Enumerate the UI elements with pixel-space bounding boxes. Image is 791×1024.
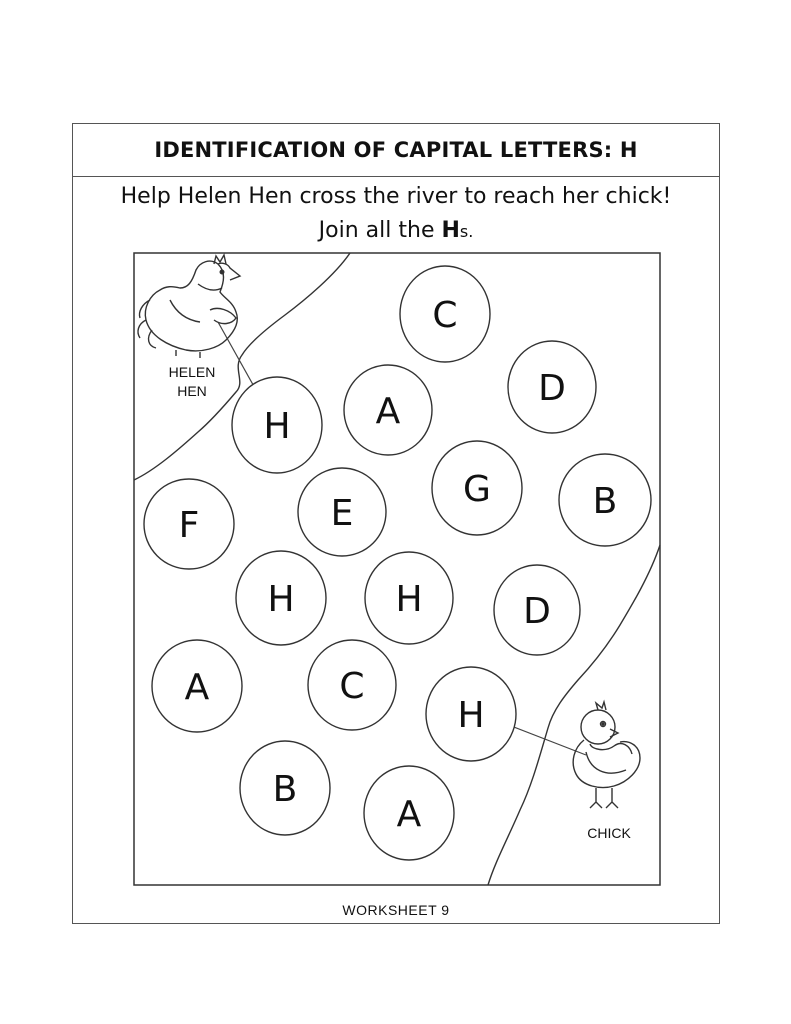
bubble-letter: A [396, 794, 422, 835]
letter-bubble[interactable] [144, 479, 234, 569]
bubble-letter: H [457, 695, 485, 736]
letter-bubble[interactable] [364, 766, 454, 860]
bubble-letter: B [272, 769, 298, 810]
letter-bubble[interactable] [298, 468, 386, 556]
hen-label-line1: HELEN [168, 364, 216, 380]
letter-bubble[interactable] [344, 365, 432, 455]
bubble-letter: H [395, 579, 423, 620]
letter-bubble[interactable] [508, 341, 596, 433]
chick-icon [573, 702, 640, 808]
letter-bubble[interactable] [308, 640, 396, 730]
bubble-letter: D [523, 591, 551, 632]
letter-bubble[interactable] [152, 640, 242, 732]
bubble-letter: A [184, 667, 210, 708]
bubble-letter: D [538, 368, 566, 409]
hen-label-line2: HEN [177, 383, 207, 399]
bubble-letter: E [330, 493, 354, 534]
letter-bubble[interactable] [559, 454, 651, 546]
letter-bubble[interactable] [426, 667, 516, 761]
worksheet-title: IDENTIFICATION OF CAPITAL LETTERS: H [73, 124, 719, 177]
bubble-letter: H [267, 579, 295, 620]
letter-bubble[interactable] [365, 552, 453, 644]
instruction-suffix: s. [459, 222, 474, 241]
bubble-letter: C [432, 295, 458, 336]
instruction-line-1: Help Helen Hen cross the river to reach her chick! [120, 184, 672, 209]
bubble-letter: B [592, 481, 618, 522]
hen-icon [138, 255, 240, 358]
bubble-letter: A [375, 391, 401, 432]
bubble-letter: C [339, 666, 365, 707]
bubble-letter: H [263, 406, 291, 447]
bubble-letter: F [178, 505, 200, 546]
bubble-letter: G [463, 469, 491, 510]
instruction-target-letter: H [441, 218, 460, 243]
chick-label: CHICK [587, 825, 631, 841]
instruction-prefix: Join all the [318, 218, 442, 243]
worksheet-footer: WORKSHEET 9 [342, 902, 450, 918]
letter-bubble[interactable] [236, 551, 326, 645]
letter-bubble[interactable] [232, 377, 322, 473]
letter-bubble[interactable] [432, 441, 522, 535]
letter-bubble[interactable] [494, 565, 580, 655]
letter-bubble[interactable] [400, 266, 490, 362]
letter-bubble[interactable] [240, 741, 330, 835]
